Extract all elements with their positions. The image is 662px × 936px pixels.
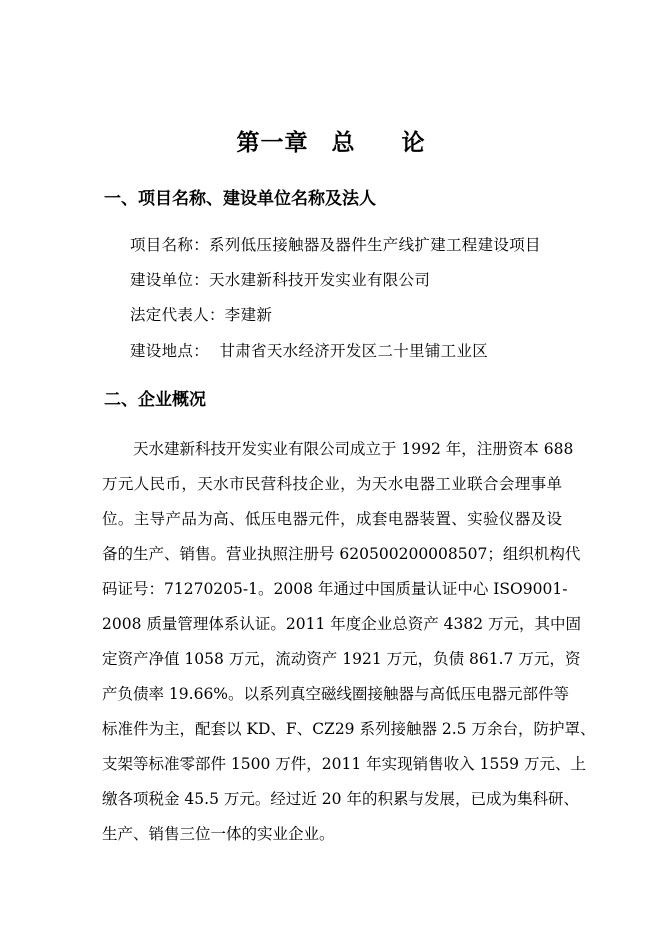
company-overview-paragraph <box>102 432 596 852</box>
construction-unit-line: 建设单位：天水建新科技开发实业有限公司 <box>130 271 431 289</box>
paragraph-line: 产负债率 19.66%。以系列真空磁线圈接触器与高低压电器元部件等 <box>102 685 570 703</box>
paragraph-line: 备的生产、销售。营业执照注册号 620500200008507；组织机构代 <box>102 545 581 563</box>
paragraph-line: 支架等标准零部件 1500 万件，2011 年实现销售收入 1559 万元、上 <box>102 755 586 773</box>
paragraph-line: 万元人民币，天水市民营科技企业，为天水电器工业联合会理事单 <box>102 475 562 493</box>
section-heading-project-info: 一、项目名称、建设单位名称及法人 <box>104 189 376 209</box>
project-name-line: 项目名称：系列低压接触器及器件生产线扩建工程建设项目 <box>130 236 541 254</box>
chapter-title: 第一章 总 论 <box>236 129 426 156</box>
paragraph-line: 码证号：71270205-1。2008 年通过中国质量认证中心 ISO9001- <box>102 580 568 598</box>
paragraph-line: 标准件为主，配套以 KD、F、CZ29 系列接触器 2.5 万余台，防护罩、 <box>102 720 596 738</box>
paragraph-line: 定资产净值 1058 万元，流动资产 1921 万元，负债 861.7 万元，资 <box>102 650 581 668</box>
construction-site-line: 建设地点： 甘肃省天水经济开发区二十里铺工业区 <box>130 342 489 360</box>
paragraph-line: 位。主导产品为高、低压电器元件，成套电器装置、实验仪器及设 <box>102 510 562 528</box>
paragraph-line: 缴各项税金 45.5 万元。经过近 20 年的积累与发展，已成为集科研、 <box>102 790 579 808</box>
section-heading-company-overview: 二、企业概况 <box>104 390 206 410</box>
paragraph-line: 天水建新科技开发实业有限公司成立于 1992 年，注册资本 688 <box>133 440 574 458</box>
legal-representative-line: 法定代表人：李建新 <box>130 306 273 324</box>
paragraph-line: 2008 质量管理体系认证。2011 年度企业总资产 4382 万元，其中固 <box>102 615 582 633</box>
paragraph-line: 生产、销售三位一体的实业企业。 <box>102 825 335 843</box>
